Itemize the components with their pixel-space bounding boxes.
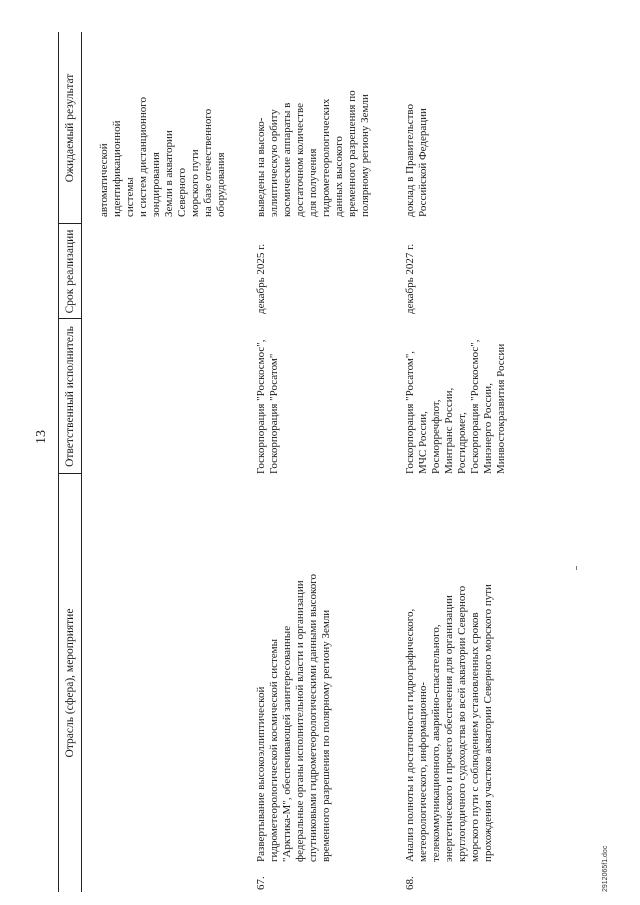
row-67-number: 67.: [255, 876, 267, 890]
column-header-result: Ожидаемый результат: [64, 73, 76, 183]
row-67-result: выведены на высоко- эллиптическую орбиту космические аппараты в достаточном количестве для получения гидрометеорологических данных высокого временного разрешения по полярному региону Земли: [255, 90, 371, 217]
scan-mark: [576, 566, 577, 570]
row-67-deadline: декабрь 2025 г.: [255, 243, 267, 314]
column-header-field: Отрасль (сфера), мероприятие: [64, 608, 76, 758]
row-68-result: доклад в Правительство Российской Федерации: [404, 103, 429, 217]
table-header: [58, 32, 82, 892]
row-68-activity: Анализ полноты и достаточности гидрографического, метеорологического, информационно- телекоммуникационного, аварийно-спасательного, энергетического и прочего обеспечения для организации круглогодичного судоходства во всей акватории Северного морского пути с соблюдением установленных сроков прохождения участков акватории Северного морского пути: [404, 584, 494, 862]
column-header-deadline: Срок реализации: [64, 229, 76, 314]
continuation-result: автоматической идентификационной системы и систем дистанционного зондирования Земли в акватории Северного морского пути на базе отечественного оборудования: [98, 96, 227, 217]
page-number: 13: [34, 430, 49, 444]
row-67-activity: Развертывание высокоэллиптической гидрометеорологической космической системы "Арктика-М", обеспечивающей заинтересованные федеральные органы исполнительной власти и организации спутниковыми гидрометеорологическими данными высокого временного разрешения по полярному региону Земли: [255, 573, 332, 862]
column-header-responsible: Ответственный исполнитель: [64, 326, 76, 467]
row-67-responsible: Госкорпорация "Роскосмос", Госкорпорация "Росатом": [255, 339, 280, 474]
footer-filename: 2912065f1.doc: [602, 845, 609, 892]
rotated-sheet: [30, 32, 610, 892]
row-68-deadline: декабрь 2027 г.: [404, 243, 416, 314]
row-68-responsible: Госкорпорация "Росатом", МЧС России, Росморречфлот, Минтранс России, Росгидромет, Госкорпорация "Роскосмос", Минэнерго России, Минвостокразвития России: [404, 339, 507, 474]
row-68-number: 68.: [404, 876, 416, 890]
